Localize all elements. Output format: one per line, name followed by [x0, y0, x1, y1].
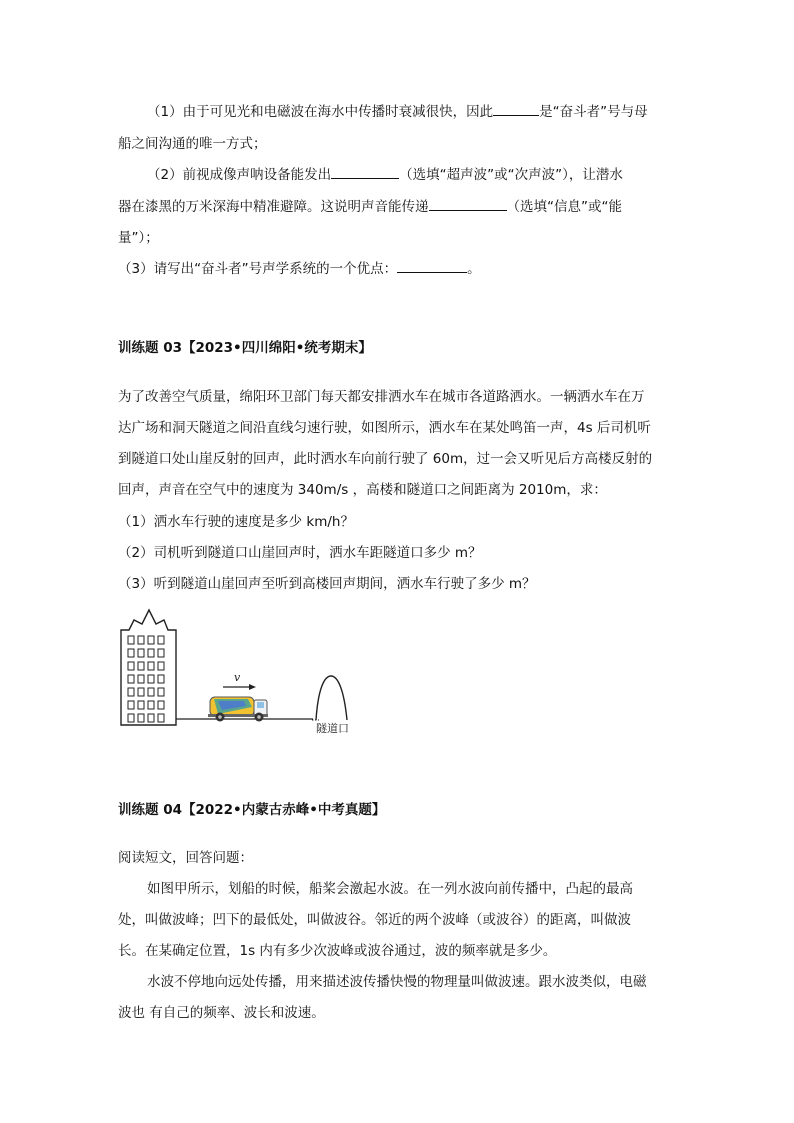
- q03-subquestion-2: （2）司机听到隧道口山崖回声时，洒水车距隧道口多少 m？: [118, 545, 482, 561]
- q02-part2-text-b: （选填“超声波”或“次声波”），让潜水: [399, 167, 623, 183]
- answer-blank[interactable]: [429, 196, 507, 211]
- q03-figure: [118, 608, 368, 738]
- q03-subquestion-1: （1）洒水车行驶的速度是多少 km/h？: [118, 514, 354, 530]
- tunnel-label: 隧道口: [316, 722, 349, 735]
- q02-part2-line3: 量”）；: [118, 230, 159, 246]
- q02-part1-line1: [147, 101, 648, 122]
- q02-part1-text-a: （1）由于可见光和电磁波在海水中传播时衰减很快，因此: [147, 104, 494, 120]
- q03-para-line: 到隧道口处山崖反射的回声，此时洒水车向前行驶了 60m，过一会又听见后方高楼反射的: [118, 451, 653, 467]
- q02-part2-line1: [147, 164, 623, 185]
- q02-part2-line2: [118, 196, 622, 217]
- q03-para-line: 为了改善空气质量，绵阳环卫部门每天都安排洒水车在城市各道路洒水。一辆洒水车在万: [118, 389, 645, 405]
- velocity-arrow: [223, 684, 256, 690]
- q04-para2-line: 波也 有自己的频率、波长和波速。: [118, 1005, 325, 1021]
- q03-para-line: 回声，声音在空气中的速度为 340m/s ，高楼和隧道口之间距离为 2010m，求：: [118, 482, 607, 498]
- q04-intro: 阅读短文，回答问题：: [118, 850, 253, 866]
- q04-para1-line: 如图甲所示，划船的时候，船桨会激起水波。在一列水波向前传播中，凸起的最高: [147, 881, 633, 897]
- q02-part3-text-b: 。: [467, 261, 481, 277]
- answer-blank[interactable]: [331, 164, 399, 179]
- answer-blank[interactable]: [397, 258, 467, 273]
- q03-para-line: 达广场和洞天隧道之间沿直线匀速行驶，如图所示，洒水车在某处鸣笛一声，4s 后司机听: [118, 420, 651, 436]
- q04-heading: 训练题 04【2022•内蒙古赤峰•中考真题】: [118, 802, 386, 818]
- q02-part1-text-b: 是“奋斗者”号与母: [539, 104, 648, 120]
- q02-part3-line: [118, 258, 481, 279]
- water-truck-icon: [208, 697, 268, 722]
- q02-part2-text-d: （选填“信息”或“能: [506, 199, 622, 215]
- tunnel-arch: [316, 676, 347, 720]
- q03-heading: 训练题 03【2023•四川绵阳•统考期末】: [118, 340, 372, 356]
- q02-part1-line2: 船之间沟通的唯一方式；: [118, 136, 267, 152]
- tall-building: [121, 610, 176, 725]
- q04-para1-line: 处，叫做波峰；凹下的最低处，叫做波谷。邻近的两个波峰（或波谷）的距离，叫做波: [118, 912, 631, 928]
- q02-part2-text-a: （2）前视成像声呐设备能发出: [147, 167, 332, 183]
- truck-tunnel-diagram: [118, 608, 368, 738]
- velocity-label: v: [234, 671, 241, 684]
- answer-blank[interactable]: [493, 101, 539, 116]
- q04-para1-line: 长。在某确定位置，1s 内有多少次波峰或波谷通过，波的频率就是多少。: [118, 943, 557, 959]
- q04-para2-line: 水波不停地向远处传播，用来描述波传播快慢的物理量叫做波速。跟水波类似，电磁: [147, 974, 647, 990]
- q03-subquestion-3: （3）听到隧道山崖回声至听到高楼回声期间，洒水车行驶了多少 m？: [118, 576, 536, 592]
- q02-part2-text-c: 器在漆黑的万米深海中精准避障。这说明声音能传递: [118, 199, 429, 215]
- q02-part3-text-a: （3）请写出“奋斗者”号声学系统的一个优点：: [118, 261, 398, 277]
